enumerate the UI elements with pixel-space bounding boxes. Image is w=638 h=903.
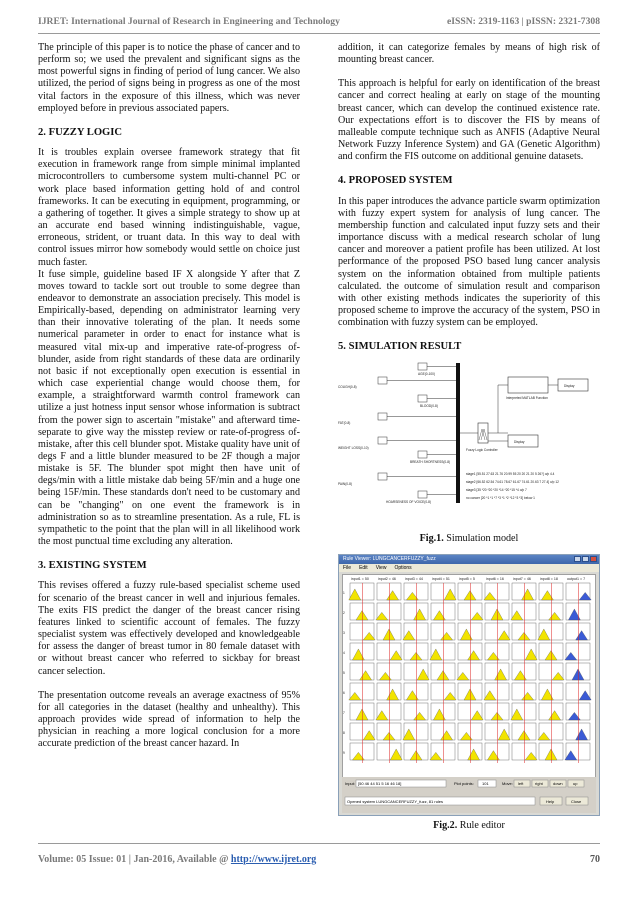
figure-1-caption: Fig.1. Simulation model (419, 533, 519, 545)
rule-editor-title: Rule Viewer: LUNGCANCERFUZZY_fuzz (343, 555, 436, 562)
section-4-heading: 4. PROPOSED SYSTEM (338, 175, 453, 187)
rule-row-number: 8 (343, 730, 345, 735)
existing-system-paragraph-1: This revises offered a fuzzy rule-based specialist scheme used for scenario of the breast cancer in well and injurious females. The exits FIS predict the danger of the breast cancer rising features linked to scientific account of females. The fuzzy specialist system was effectively developed and knowledgeable for assess the danger of breast tumor in 80 female dataset with or without breast cancer who referred to sickbay for breast cancer selection. (38, 580, 300, 677)
move-down-label: down (553, 780, 563, 786)
rule-row-number: 9 (343, 750, 345, 755)
menu-view[interactable]: View (375, 564, 387, 571)
rule-row-number: 1 (343, 590, 345, 595)
rule-column-header: input3 = 44 (405, 576, 423, 581)
rule-row-number: 5 (343, 670, 345, 675)
menu-file[interactable]: File (343, 564, 352, 571)
interpreted-function-block (508, 377, 548, 393)
footer-rule (38, 843, 600, 844)
move-left-label: left (518, 780, 524, 786)
stage-line-2: stage2 [66.52 62.54 74.61 78.67 61.67 74.61 20.63 7 27.4] o/p 12 (466, 480, 559, 485)
rule-row-number: 4 (343, 650, 345, 655)
input-label-3: BLOOD(0-8) (420, 404, 438, 409)
input-field-value: [50 46 44 51 5 16 46 18] (358, 780, 402, 786)
plot-points-value: 101 (482, 780, 489, 786)
left-column (38, 42, 300, 762)
rule-row-number: 2 (343, 610, 345, 615)
rule-grid (343, 575, 597, 779)
minimize-icon[interactable] (574, 556, 581, 562)
rule-row-number: 6 (343, 690, 345, 695)
figure-1 (338, 361, 600, 831)
input-blocks (378, 363, 427, 498)
rule-column-header: input8 = 18 (540, 576, 558, 581)
fuzzy-logic-paragraph-2: It fuse simple, guideline based IF X alongside Y after that Z moves toward to tackle sort out trouble to some degree than endeavor to demonstrate an association precisely. This model is Empirically-based, depending on administrator learning very than their innovative tolerating of the plan. It needs some numerical parameter in order to enact for instance what is measured vital mix-up and imperative rate-of-progress of-blunder, aside from right standards of these data are ordinarily not basic if not exceptionally open execution is essential in which case experiential change would choose them, for example, a straightforward warmth control framework can utilize a just hotness input sensor whose information is subtract from the power sign to ascertain "mistake" and afterward time-separate to give way the misstep review or rate-of-progress of-mistake, after this cell blunder spot. Mistake quality have unit of degs F and a little blunder measured to be 2F though a major mistake is 5F. The blunder spot might then have unit of degs/min with a little mistake dab being 5F/min and a huge one being 15F/min. These standards don't need to be customary and can be "changing" on one event the framework is in administration so as to streamline presentation. As a rule, FL is sympathetic to the point that the plan will in all likelihood work the most punctual time excluding any alteration. (38, 268, 300, 548)
mux-block (456, 363, 460, 503)
right-column (338, 42, 600, 831)
plot-points-label: Plot points: (454, 780, 474, 786)
maximize-icon[interactable] (582, 556, 589, 562)
close-label: Close (571, 798, 582, 804)
move-label: Move: (502, 780, 513, 786)
input-label-8: HOARSENESS OF VOICE(0-8) (386, 500, 431, 505)
rule-column-header: input7 = 46 (513, 576, 531, 581)
help-label: Help (546, 798, 555, 804)
close-icon[interactable] (590, 556, 597, 562)
rule-row-number: 3 (343, 630, 345, 635)
input-label-2: COUGH(0-8) (338, 385, 357, 390)
stage-line-3: stage3 [35 *20 *20 *20 *14 *20 *15 *4 o/p 7 (466, 488, 527, 493)
section-2-heading: 2. FUZZY LOGIC (38, 126, 123, 138)
page-header (38, 10, 600, 32)
rule-column-header: input1 = 50 (351, 576, 369, 581)
proposed-system-paragraph: In this paper introduces the advance particle swarm optimization with fuzzy expert system for analysis of lung cancer. The membership function and calculated input fuzzy sets and their importance discuss with a medical research scholar of lung cancer and moreover a patient profile has been utilized. At lost performance of the proposed PSO based lung cancer analysis system on the information obtained from multiple patients calculated. the outcome of simulation result and comparison with other existing methods indicates the superiority of this proposed scheme to improve the accuracy of the system, PSO in combination with fuzzy system can be employed. (338, 195, 600, 329)
rule-plot-area (342, 574, 596, 780)
rule-row-number: 7 (343, 710, 345, 715)
section-3-heading: 3. EXISTING SYSTEM (38, 560, 147, 572)
fuzzy-logic-paragraph-1: It is troubles explain oversee framework strategy that fit execution in framework range from simple minimal implanted microcontrollers to cumbersome system multi-channel PC or work place based information getting hold of and control frameworks. It can be executing in equipment, programming, or a gathering of together. It gives a simple strategy to show up at an accurate end based winning indistinguishable, vague, erroneous, strident, or truant data. In this way to deal with control issues mirror how somebody would settle on choice just much faster. (38, 147, 300, 268)
rule-editor-titlebar (339, 555, 599, 564)
stage-line-1: stage1 [55.51 27.63 21.76 20.99 55 20 20 21 20 5 26?] o/p 4.4 (466, 472, 555, 477)
simulation-model-diagram (338, 361, 600, 831)
rule-column-header: input5 = 5 (459, 576, 475, 581)
input-label-4: FAT(0-8) (338, 421, 351, 426)
journal-link[interactable]: http://www.ijret.org (230, 853, 317, 865)
rule-editor-controls (342, 777, 596, 813)
fis-label: Fuzzy Logic Controller (466, 448, 498, 453)
move-up-label: up (573, 780, 578, 786)
input-label-5: WEIGHT LOSS(0-10) (338, 446, 369, 451)
menu-options[interactable]: Options (394, 564, 412, 571)
footer-volume: Volume: 05 Issue: 01 | Jan-2016, Available @ http://www.ijret.org (38, 853, 317, 865)
journal-issn: eISSN: 2319-1163 | pISSN: 2321-7308 (447, 15, 600, 27)
header-rule (38, 33, 600, 34)
simulink-diagram (338, 361, 600, 529)
stage-line-4: no cancer [20 *1 *1 *7 *3 *1 *2 *12 *3 *3] below 1 (466, 496, 535, 501)
status-text: Opened system LUNGCANCERFUZZY_fuzz, 81 rules (347, 798, 444, 804)
rule-column-header: output1 = 7 (567, 576, 586, 581)
rule-column-header: input2 = 46 (378, 576, 396, 581)
existing-system-paragraph-2: The presentation outcome reveals an average exactness of 95% for all categories in the dataset (healthy and unhealthy). This approach provides wide spread of information to help the physician in reaching a more logical conclusion for a more accurate prediction of the breast cancer hazard. In (38, 689, 300, 750)
input-label-1: AGE(0-100) (418, 372, 436, 377)
section-5-heading: 5. SIMULATION RESULT (338, 341, 462, 353)
journal-title: IJRET: International Journal of Research in Engineering and Technology (38, 15, 340, 27)
menu-edit[interactable]: Edit (359, 564, 368, 571)
rule-column-header: input6 = 16 (486, 576, 504, 581)
rule-editor-menubar (339, 564, 599, 572)
display-label-2: Display (514, 440, 525, 445)
page-number: 70 (590, 853, 600, 865)
rule-editor-window (338, 554, 600, 816)
figure-2-caption: Fig.2. Rule editor (433, 819, 505, 831)
intro-paragraph: The principle of this paper is to notice the phase of cancer and to perform so; we used the prevalent and significant signs as the most powerful signs in finding of period of lung cancer. We also utilized, the period of signs being in progress as one of the most vital factors in the exposure of this illness, which was never employed before in previous associated papers. (38, 42, 300, 114)
approach-paragraph: This approach is helpful for early on identification of the breast cancer and correct healing at early on stage of the mounting breast cancer, which can develop the continued existence rate. Our expectations effort is to discover the FIS by means of malleable compute technique such as ANFIS (Adaptive Neural Network Fuzzy Inference System) and GA (Genetic Algorithm) and confirm the FIS outcome on additional genuine datasets. (338, 78, 600, 163)
input-label-6: BREATH SHORTNESS(0-8) (410, 460, 451, 465)
input-label-7: PAIN(0-8) (338, 482, 352, 487)
move-right-label: right (535, 780, 543, 786)
page-footer (38, 850, 600, 868)
continued-paragraph: addition, it can categorize females by means of high risk of mounting breast cancer. (338, 42, 600, 66)
interp-label: Interpreted MATLAB Function (506, 396, 548, 401)
input-field-label: Input: (345, 780, 356, 786)
display-label-1: Display (564, 384, 575, 389)
rule-column-header: input4 = 51 (432, 576, 450, 581)
